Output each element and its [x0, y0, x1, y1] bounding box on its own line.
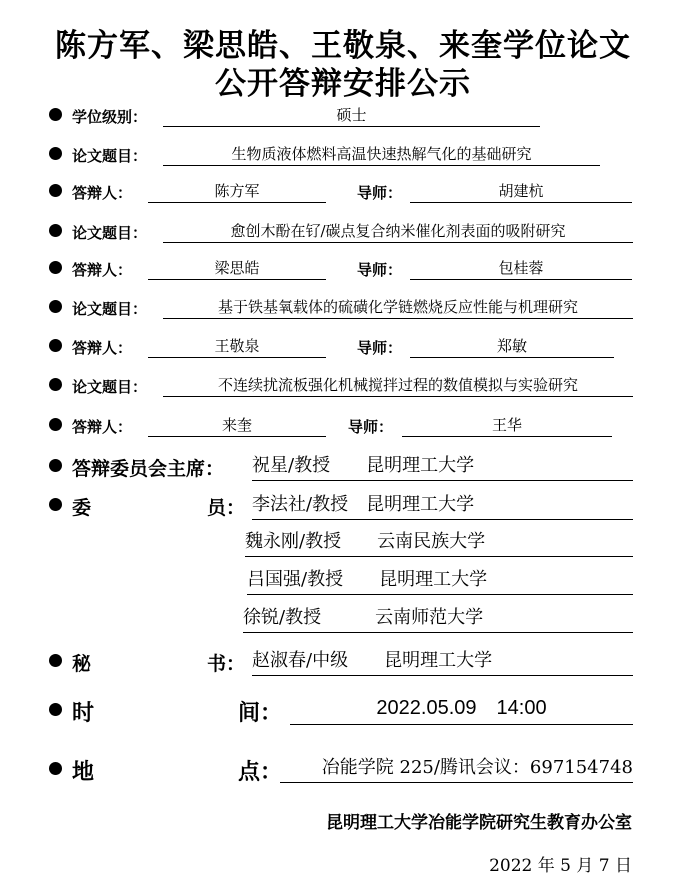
- bullet-icon: [49, 339, 62, 352]
- topic-label: 论文题目：: [72, 147, 148, 165]
- secretary-label-a: 秘: [72, 653, 92, 675]
- topic-value: 基于铁基氧载体的硫磺化学链燃烧反应性能与机理研究: [163, 296, 633, 319]
- bullet-icon: [49, 459, 62, 472]
- defender-label: 答辩人：: [72, 418, 133, 436]
- bullet-icon: [49, 300, 62, 313]
- advisor-value: 王华: [402, 414, 612, 437]
- defender-label: 答辩人：: [72, 184, 133, 202]
- issuing-office: 昆明理工大学冶能学院研究生教育办公室: [326, 813, 632, 833]
- advisor-value: 包桂蓉: [410, 257, 632, 280]
- defender-label: 答辩人：: [72, 339, 133, 357]
- page-title-line1: 陈方军、梁思皓、王敬泉、来奎学位论文: [55, 28, 631, 64]
- bullet-icon: [49, 147, 62, 160]
- place-label-b: 点：: [238, 759, 283, 785]
- secretary-value: 赵淑春/中级 昆明理工大学: [252, 647, 633, 676]
- member-value: 徐锐/教授 云南师范大学: [243, 604, 633, 633]
- degree-value: 硕士: [163, 104, 540, 127]
- topic-label: 论文题目：: [72, 378, 148, 396]
- bullet-icon: [49, 378, 62, 391]
- topic-value: 生物质液体燃料高温快速热解气化的基础研究: [163, 143, 600, 166]
- members-label-a: 委: [72, 497, 92, 519]
- member-value: 吕国强/教授 昆明理工大学: [247, 566, 633, 595]
- bullet-icon: [49, 703, 62, 716]
- place-label-a: 地: [72, 759, 95, 785]
- place-value: 冶能学院 225/腾讯会议：697154748: [280, 754, 633, 783]
- advisor-label: 导师：: [357, 184, 403, 202]
- advisor-label: 导师：: [357, 261, 403, 279]
- defender-value: 梁思皓: [148, 257, 326, 280]
- time-value: 2022.05.09 14:00: [290, 692, 633, 725]
- bullet-icon: [49, 184, 62, 197]
- member-value: 魏永刚/教授 云南民族大学: [245, 528, 633, 557]
- bullet-icon: [49, 108, 62, 121]
- topic-value: 愈创木酚在钌/碳点复合纳米催化剂表面的吸附研究: [163, 220, 633, 243]
- topic-value: 不连续扰流板强化机械搅拌过程的数值模拟与实验研究: [163, 374, 633, 397]
- time-label-a: 时: [72, 700, 95, 726]
- advisor-label: 导师：: [357, 339, 403, 357]
- advisor-value: 胡建杭: [410, 180, 632, 203]
- defender-value: 王敬泉: [148, 335, 326, 358]
- bullet-icon: [49, 762, 62, 775]
- topic-label: 论文题目：: [72, 224, 148, 242]
- bullet-icon: [49, 498, 62, 511]
- defender-value: 陈方军: [148, 180, 326, 203]
- secretary-label-b: 书：: [207, 653, 246, 675]
- committee-chair-label: 答辩委员会主席：: [72, 458, 225, 480]
- committee-chair-value: 祝星/教授 昆明理工大学: [252, 452, 633, 481]
- advisor-label: 导师：: [348, 418, 394, 436]
- members-label-b: 员：: [207, 497, 246, 519]
- bullet-icon: [49, 224, 62, 237]
- degree-label: 学位级别：: [72, 108, 148, 126]
- bullet-icon: [49, 654, 62, 667]
- defender-value: 来奎: [148, 414, 326, 437]
- member-value: 李法社/教授 昆明理工大学: [252, 491, 633, 520]
- bullet-icon: [49, 418, 62, 431]
- advisor-value: 郑敏: [410, 335, 614, 358]
- issue-date: 2022 年 5 月 7 日: [489, 856, 632, 876]
- topic-label: 论文题目：: [72, 300, 148, 318]
- defender-label: 答辩人：: [72, 261, 133, 279]
- bullet-icon: [49, 261, 62, 274]
- time-label-b: 间：: [238, 700, 283, 726]
- page-title-line2: 公开答辩安排公示: [215, 66, 471, 102]
